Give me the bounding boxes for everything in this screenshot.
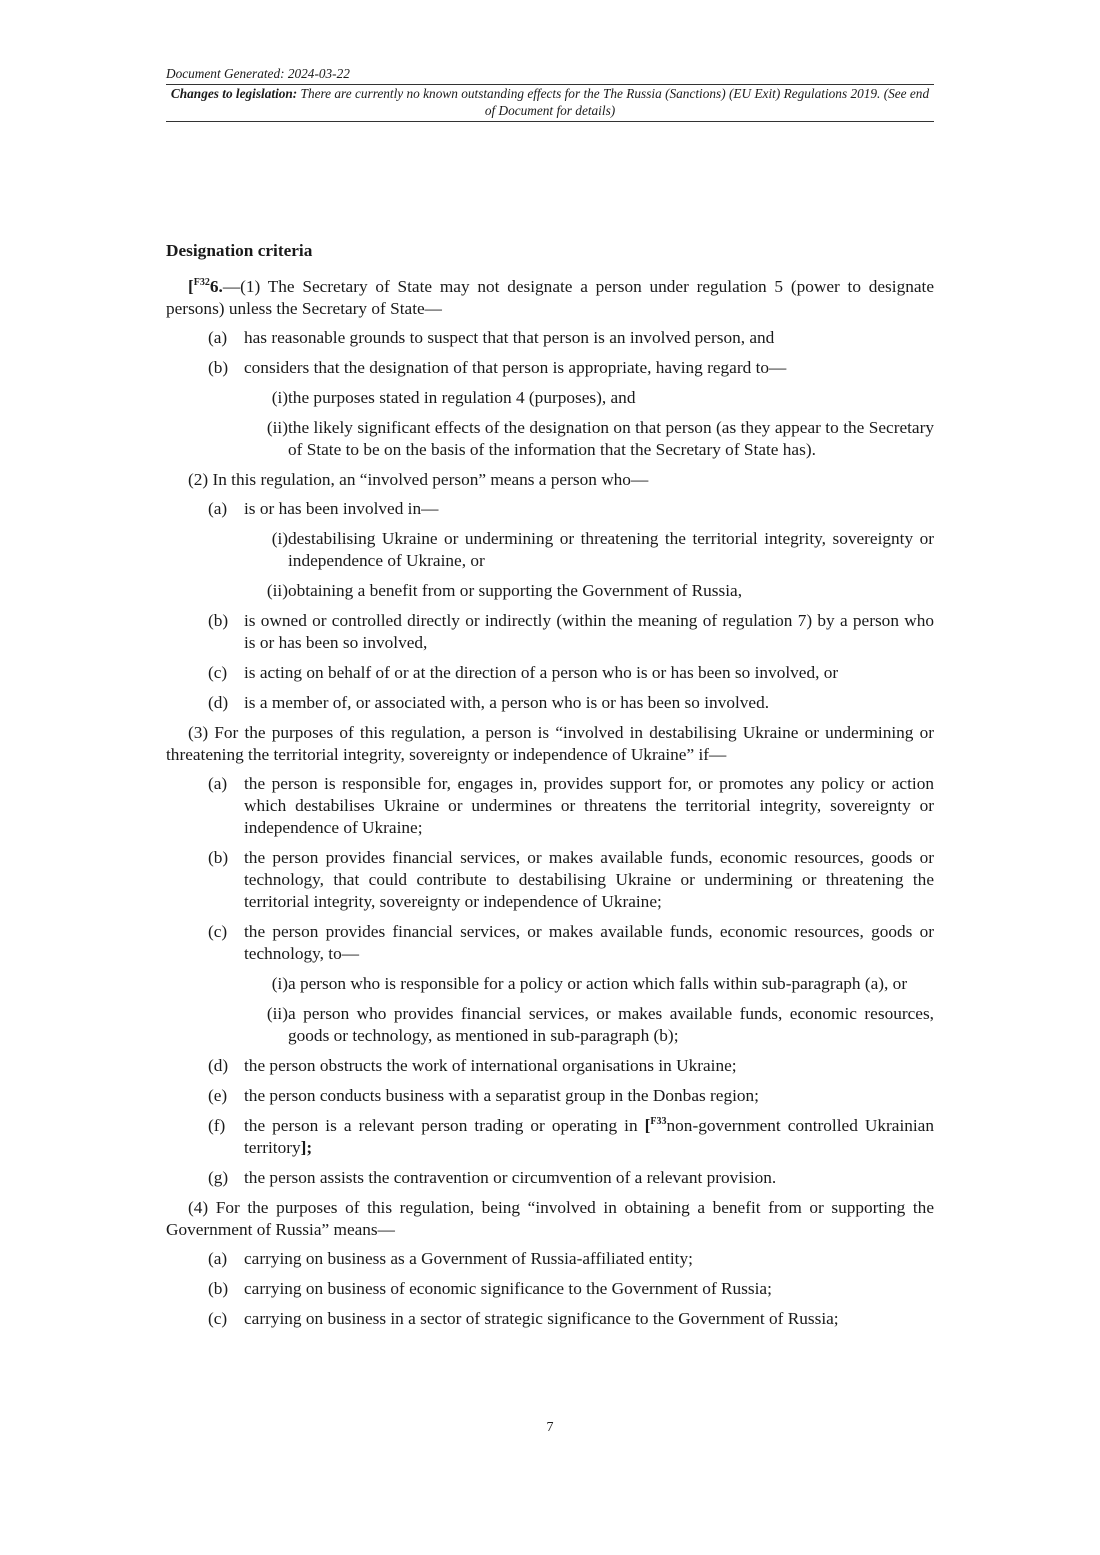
footnote-ref-f32[interactable]: F32 bbox=[193, 277, 210, 288]
list-item bbox=[166, 610, 934, 654]
list-item bbox=[166, 773, 934, 839]
sub-item bbox=[166, 1003, 934, 1047]
list-item bbox=[166, 692, 934, 714]
list-item bbox=[166, 1085, 934, 1107]
sub-item bbox=[166, 417, 934, 461]
document-page bbox=[166, 0, 934, 1555]
item-label: (g) bbox=[208, 1168, 229, 1187]
sub-item-label: (i) bbox=[271, 529, 288, 548]
amended-text: non-government controlled Ukrainian territory bbox=[244, 1116, 934, 1157]
footnote-ref-f33[interactable]: F33 bbox=[650, 1116, 667, 1127]
item-text: the person obstructs the work of international organisations in Ukraine; bbox=[244, 1056, 737, 1075]
item-text: the person conducts business with a separatist group in the Donbas region; bbox=[244, 1086, 759, 1105]
regulation-6-para-3: (3) For the purposes of this regulation, a person is “involved in destabilising Ukraine or undermining or threatening the territorial integrity, sovereignty or independence of Ukraine” if— bbox=[166, 723, 934, 764]
sub-item-label: (i) bbox=[271, 388, 288, 407]
regulation-body bbox=[166, 276, 934, 1338]
item-label: (c) bbox=[208, 663, 228, 682]
item-text: has reasonable grounds to suspect that that person is an involved person, and bbox=[244, 328, 775, 347]
item-label: (c) bbox=[208, 1309, 228, 1328]
list-item bbox=[166, 1115, 934, 1159]
sub-item-label: (ii) bbox=[266, 418, 288, 437]
changes-to-legislation-notice bbox=[166, 86, 934, 119]
list-item bbox=[166, 662, 934, 684]
item-label: (b) bbox=[208, 848, 229, 867]
item-text: carrying on business of economic significance to the Government of Russia; bbox=[244, 1279, 772, 1298]
sub-item-label: (ii) bbox=[266, 581, 288, 600]
item-text: carrying on business as a Government of Russia-affiliated entity; bbox=[244, 1249, 693, 1268]
item-text: the person provides financial services, or makes available funds, economic resources, goods or technology, that could contribute to destabilising Ukraine or undermining or threatening the territorial integrity, sovereignty or independence of Ukraine; bbox=[244, 848, 934, 911]
open-bracket: [ bbox=[188, 277, 194, 296]
regulation-6-para-2: (2) In this regulation, an “involved person” means a person who— bbox=[188, 470, 649, 489]
regulation-6-para-1 bbox=[166, 276, 934, 320]
item-label: (c) bbox=[208, 922, 228, 941]
list-item bbox=[166, 1055, 934, 1077]
item-label: (b) bbox=[208, 611, 229, 630]
sub-item-label: (ii) bbox=[266, 1004, 288, 1023]
sub-item-text: destabilising Ukraine or undermining or threatening the territorial integrity, sovereignty or independence of Ukraine, or bbox=[288, 529, 934, 570]
sub-item bbox=[166, 580, 934, 602]
item-label: (a) bbox=[208, 1249, 228, 1268]
item-text: is owned or controlled directly or indirectly (within the meaning of regulation 7) by a person who is or has been so involved, bbox=[244, 611, 934, 652]
sub-item-text: a person who provides financial services, or makes available funds, economic resources, goods or technology, as mentioned in sub-paragraph (b); bbox=[288, 1004, 934, 1045]
item-label: (d) bbox=[208, 693, 229, 712]
para-1-text: —(1) The Secretary of State may not designate a person under regulation 5 (power to designate persons) unless the Secretary of State— bbox=[166, 277, 934, 318]
list-item bbox=[166, 1248, 934, 1270]
item-text: the person assists the contravention or circumvention of a relevant provision. bbox=[244, 1168, 777, 1187]
item-label: (b) bbox=[208, 358, 229, 377]
list-item bbox=[166, 327, 934, 349]
item-text: the person is responsible for, engages in, provides support for, or promotes any policy or action which destabilises Ukraine or undermines or threatens the territorial integrity, sovereignty or independence of Ukraine; bbox=[244, 774, 934, 837]
item-label: (a) bbox=[208, 499, 228, 518]
sub-item-text: the likely significant effects of the designation on that person (as they appear to the Secretary of State to be on the basis of the information that the Secretary of State has). bbox=[288, 418, 934, 459]
sub-item bbox=[166, 387, 934, 409]
list-item bbox=[166, 921, 934, 965]
document-generated-date: Document Generated: 2024-03-22 bbox=[166, 66, 350, 81]
changes-text: There are currently no known outstanding effects for the The Russia (Sanctions) (EU Exit) Regulations 2019. (See end of Document for details) bbox=[297, 86, 930, 118]
list-item bbox=[166, 498, 934, 520]
item-text: the person provides financial services, or makes available funds, economic resources, goods or technology, to— bbox=[244, 922, 934, 963]
regulation-6-para-4: (4) For the purposes of this regulation, being “involved in obtaining a benefit from or supporting the Government of Russia” means— bbox=[166, 1198, 934, 1239]
item-label: (f) bbox=[208, 1116, 226, 1135]
item-text: is acting on behalf of or at the direction of a person who is or has been so involved, or bbox=[244, 663, 839, 682]
amendment-close-bracket: ]; bbox=[300, 1138, 313, 1157]
page-number: 7 bbox=[546, 1420, 554, 1435]
item-text: the person is a relevant person trading or operating in bbox=[244, 1116, 645, 1135]
item-text: is or has been involved in— bbox=[244, 499, 439, 518]
item-label: (e) bbox=[208, 1086, 228, 1105]
item-label: (d) bbox=[208, 1056, 229, 1075]
item-label: (b) bbox=[208, 1279, 229, 1298]
list-item bbox=[166, 1308, 934, 1330]
sub-item-text: the purposes stated in regulation 4 (purposes), and bbox=[288, 388, 636, 407]
sub-item-text: obtaining a benefit from or supporting the Government of Russia, bbox=[288, 581, 743, 600]
item-text: carrying on business in a sector of strategic significance to the Government of Russia; bbox=[244, 1309, 839, 1328]
list-item bbox=[166, 847, 934, 913]
sub-item bbox=[166, 528, 934, 572]
sub-item bbox=[166, 973, 934, 995]
item-text: is a member of, or associated with, a person who is or has been so involved. bbox=[244, 693, 770, 712]
item-text: considers that the designation of that person is appropriate, having regard to— bbox=[244, 358, 787, 377]
list-item bbox=[166, 357, 934, 379]
header-rule-bottom bbox=[166, 121, 934, 122]
sub-item-text: a person who is responsible for a policy or action which falls within sub-paragraph (a), or bbox=[288, 974, 908, 993]
list-item bbox=[166, 1167, 934, 1189]
sub-item-label: (i) bbox=[271, 974, 288, 993]
changes-label: Changes to legislation: bbox=[170, 86, 298, 101]
section-heading: Designation criteria bbox=[166, 241, 313, 260]
item-label: (a) bbox=[208, 328, 228, 347]
amendment-open-bracket: [ bbox=[644, 1116, 651, 1135]
header-rule-top bbox=[166, 84, 934, 85]
list-item bbox=[166, 1278, 934, 1300]
item-label: (a) bbox=[208, 774, 228, 793]
regulation-number: 6. bbox=[209, 277, 223, 296]
